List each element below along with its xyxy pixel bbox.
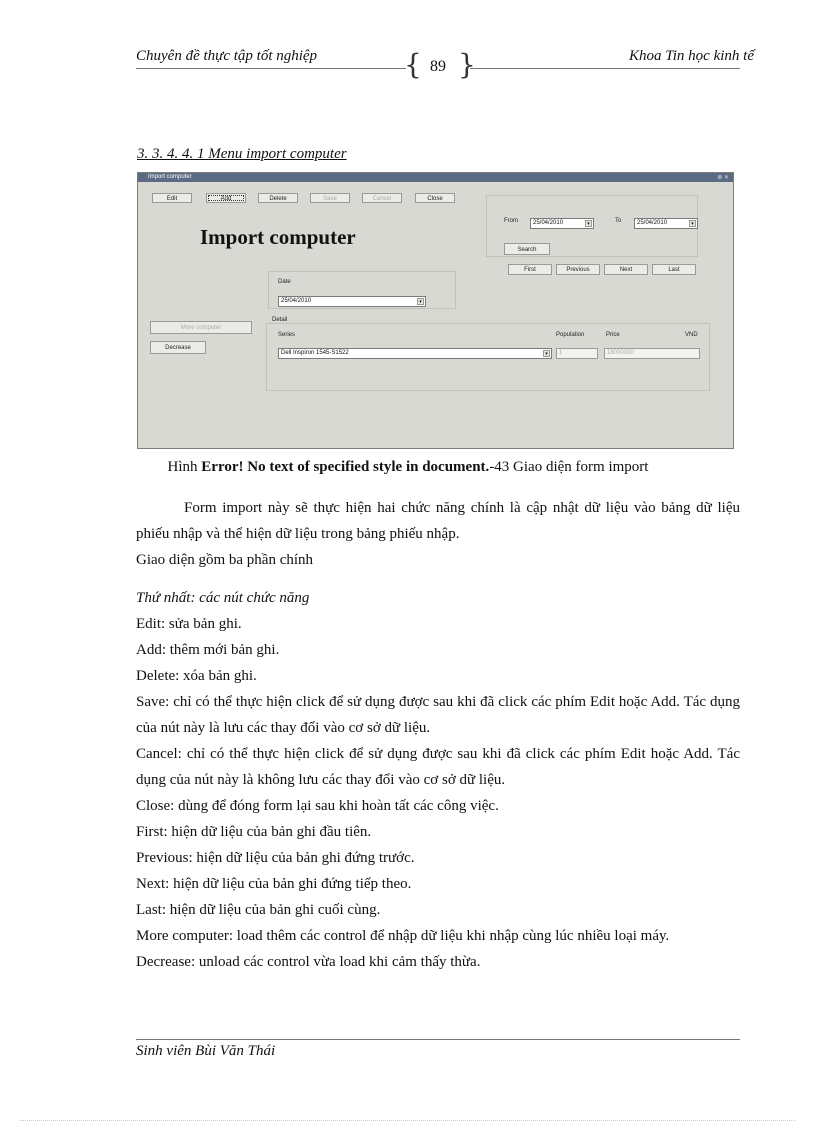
caption-prefix: Hình <box>167 459 202 475</box>
item-add: Add: thêm mới bản ghi. <box>136 642 280 658</box>
chevron-down-icon[interactable]: ▾ <box>585 220 592 227</box>
form-heading: Import computer <box>200 225 356 249</box>
window-title: Import computer <box>148 174 192 180</box>
item-edit: Edit: sửa bản ghi. <box>136 616 242 632</box>
parts-line: Giao diện gồm ba phần chính <box>136 552 314 568</box>
header-rule-right <box>470 68 740 69</box>
detail-label: Detail <box>272 317 288 323</box>
decrease-button[interactable]: Decrease <box>150 341 206 354</box>
save-button[interactable]: Save <box>310 193 350 203</box>
import-computer-window <box>137 172 734 449</box>
search-button[interactable]: Search <box>504 243 550 255</box>
chevron-down-icon[interactable]: ▾ <box>543 350 550 357</box>
footer-rule <box>136 1039 740 1040</box>
item-previous: Previous: hiện dữ liệu của bản ghi đứng trước. <box>136 850 415 866</box>
population-field[interactable]: 1 <box>556 348 598 359</box>
date-label: Date <box>278 279 291 285</box>
population-label: Population <box>556 332 585 338</box>
last-button[interactable]: Last <box>652 264 696 275</box>
header-right-title: Khoa Tin học kinh tế <box>629 48 754 64</box>
intro-paragraph: Form import này sẽ thực hiện hai chức năng chính là cập nhật dữ liệu vào bảng dữ liệu phiếu nhập và thể hiện dữ liệu trong bảng phiếu nhập. <box>136 500 740 542</box>
page-number: 89 <box>430 58 446 75</box>
add-button[interactable]: Add <box>206 193 246 203</box>
item-save: Save: chỉ có thể thực hiện click để sử dụng được sau khi đã click các phím Edit hoặc Add. Tác dụng của nút này là lưu các thay đổi vào cơ sở dữ liệu. <box>136 694 740 736</box>
to-date-value: 25/04/2010 <box>637 220 668 226</box>
figure-caption <box>0 459 816 476</box>
series-combo[interactable] <box>278 348 552 359</box>
to-date-combo[interactable] <box>634 218 698 229</box>
caption-error: Error! No text of specified style in document. <box>201 459 490 475</box>
body-content <box>136 495 740 975</box>
window-controls[interactable]: ⊗ ✕ <box>717 175 729 181</box>
delete-button[interactable]: Delete <box>258 193 298 203</box>
price-label: Price <box>606 332 620 338</box>
spacer <box>136 573 740 585</box>
to-label: To <box>615 218 622 224</box>
section-title: 3. 3. 4. 4. 1 Menu import computer <box>137 146 347 162</box>
date-combo[interactable] <box>278 296 426 307</box>
from-date-combo[interactable] <box>530 218 594 229</box>
item-last: Last: hiện dữ liệu của bản ghi cuối cùng. <box>136 902 381 918</box>
series-value: Dell Inspiron 1545-S1522 <box>281 350 349 356</box>
chevron-down-icon[interactable]: ▾ <box>417 298 424 305</box>
date-value: 25/04/2010 <box>281 298 312 304</box>
item-close: Close: dùng để đóng form lại sau khi hoàn tất các công việc. <box>136 798 499 814</box>
cancel-button[interactable]: Cancel <box>362 193 402 203</box>
next-button[interactable]: Next <box>604 264 648 275</box>
series-label: Series <box>278 332 296 338</box>
item-next: Next: hiện dữ liệu của bản ghi đứng tiếp theo. <box>136 876 412 892</box>
item-more-computer: More computer: load thêm các control để nhập dữ liệu khi nhập cùng lúc nhiều loại máy. <box>136 928 670 944</box>
more-computer-button[interactable]: More computer <box>150 321 252 334</box>
footer-author: Sinh viên Bùi Văn Thái <box>136 1043 276 1059</box>
item-cancel: Cancel: chỉ có thể thực hiện click để sử dụng được sau khi đã click các phím Edit hoặc Add. Tác dụng của nút này là không lưu các thay đổi vào cơ sở dữ liệu. <box>136 746 740 788</box>
header-rule-left <box>136 68 406 69</box>
edit-button[interactable]: Edit <box>152 193 192 203</box>
previous-button[interactable]: Previous <box>556 264 600 275</box>
first-button[interactable]: First <box>508 264 552 275</box>
first-heading: Thứ nhất: các nút chức năng <box>136 590 310 606</box>
close-button[interactable]: Close <box>415 193 455 203</box>
brace-left: { <box>404 48 422 81</box>
chevron-down-icon[interactable]: ▾ <box>689 220 696 227</box>
vnd-label: VND <box>685 332 698 338</box>
item-first: First: hiện dữ liệu của bản ghi đầu tiên. <box>136 824 372 840</box>
header-left-title: Chuyên đề thực tập tốt nghiệp <box>136 48 318 64</box>
caption-suffix: -43 Giao diện form import <box>489 459 649 475</box>
from-date-value: 25/04/2010 <box>533 220 564 226</box>
window-titlebar <box>138 173 733 182</box>
brace-right: } <box>458 48 476 81</box>
page-bottom-edge <box>20 1120 796 1121</box>
from-label: From <box>504 218 518 224</box>
price-field[interactable]: 18000000 <box>604 348 700 359</box>
item-decrease: Decrease: unload các control vừa load khi cảm thấy thừa. <box>136 954 481 970</box>
item-delete: Delete: xóa bản ghi. <box>136 668 257 684</box>
